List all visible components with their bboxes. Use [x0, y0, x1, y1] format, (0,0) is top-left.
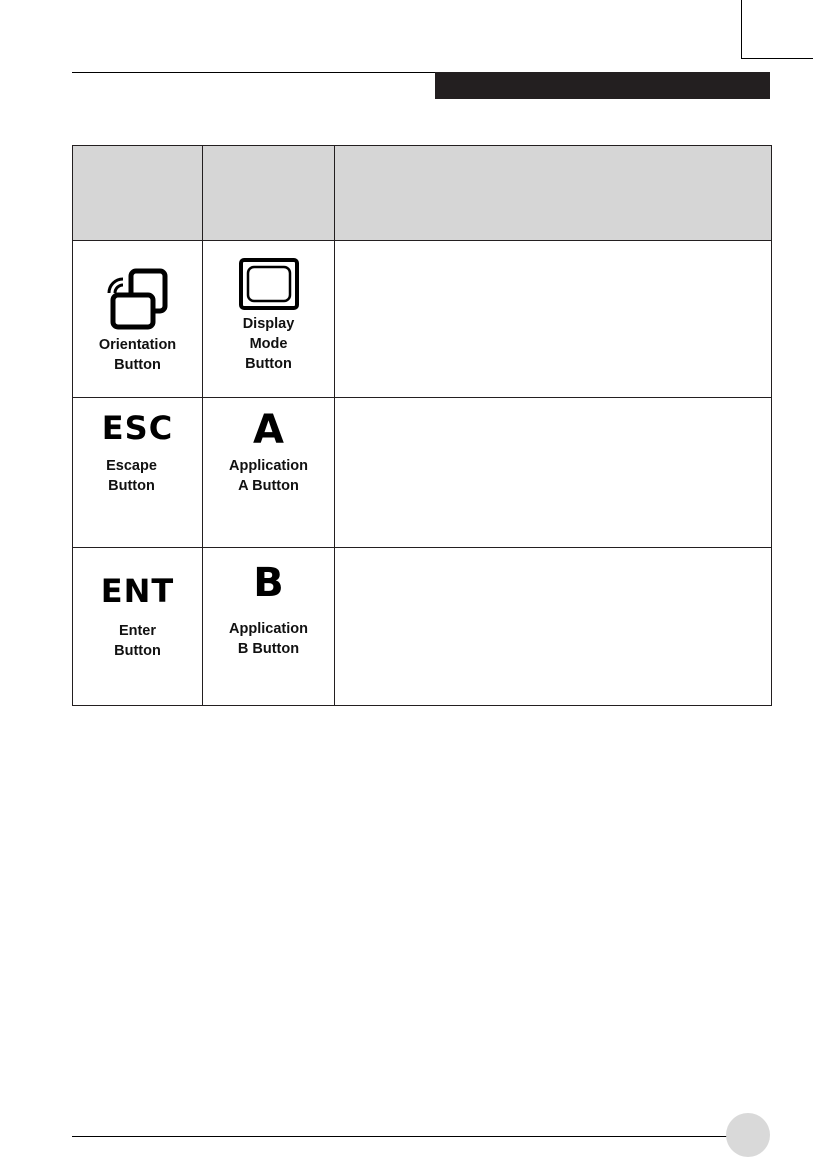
display-mode-icon [239, 258, 299, 310]
page-number-circle [726, 1113, 770, 1157]
tablet-buttons-table [72, 145, 772, 706]
description-cell [335, 398, 772, 548]
application-a-label-line1: Application [229, 458, 308, 474]
application-b-label-line2: B Button [237, 641, 300, 657]
orientation-button-cell [73, 241, 203, 398]
header-bar [435, 72, 770, 99]
application-b-label-line1: Application [229, 621, 308, 637]
table-row [73, 241, 772, 398]
enter-button-cell [73, 548, 203, 706]
display-mode-label-line3: Button [245, 356, 292, 372]
table-row [73, 398, 772, 548]
orientation-label-line2: Button [114, 357, 161, 373]
display-mode-button-cell [203, 241, 335, 398]
table-header-cell-1 [73, 146, 203, 241]
application-a-button-cell [203, 398, 335, 548]
escape-label-line1: Escape [106, 458, 157, 474]
description-cell [335, 241, 772, 398]
table-header-cell-3 [335, 146, 772, 241]
table-row [73, 548, 772, 706]
header-rule [72, 72, 435, 73]
orientation-label-line1: Orientation [98, 337, 177, 353]
enter-label-line2: Button [114, 643, 161, 659]
table-header-row [73, 146, 772, 241]
esc-glyph: ESC [101, 409, 174, 447]
footer-rule [72, 1136, 732, 1137]
crop-mark-horizontal [742, 58, 813, 59]
application-b-button-cell [203, 548, 335, 706]
table-header-cell-2 [203, 146, 335, 241]
enter-label-line1: Enter [118, 623, 157, 639]
display-mode-label-line2: Mode [249, 336, 288, 352]
crop-mark-vertical [741, 0, 742, 59]
escape-button-cell [73, 398, 203, 548]
application-a-label-line2: A Button [238, 478, 299, 494]
description-cell [335, 548, 772, 706]
b-glyph: B [253, 560, 284, 606]
ent-glyph: ENT [100, 572, 175, 610]
escape-label-line2: Button [108, 478, 155, 494]
orientation-icon [103, 267, 173, 331]
display-mode-label-line1: Display [242, 316, 295, 332]
a-glyph: A [253, 407, 284, 453]
